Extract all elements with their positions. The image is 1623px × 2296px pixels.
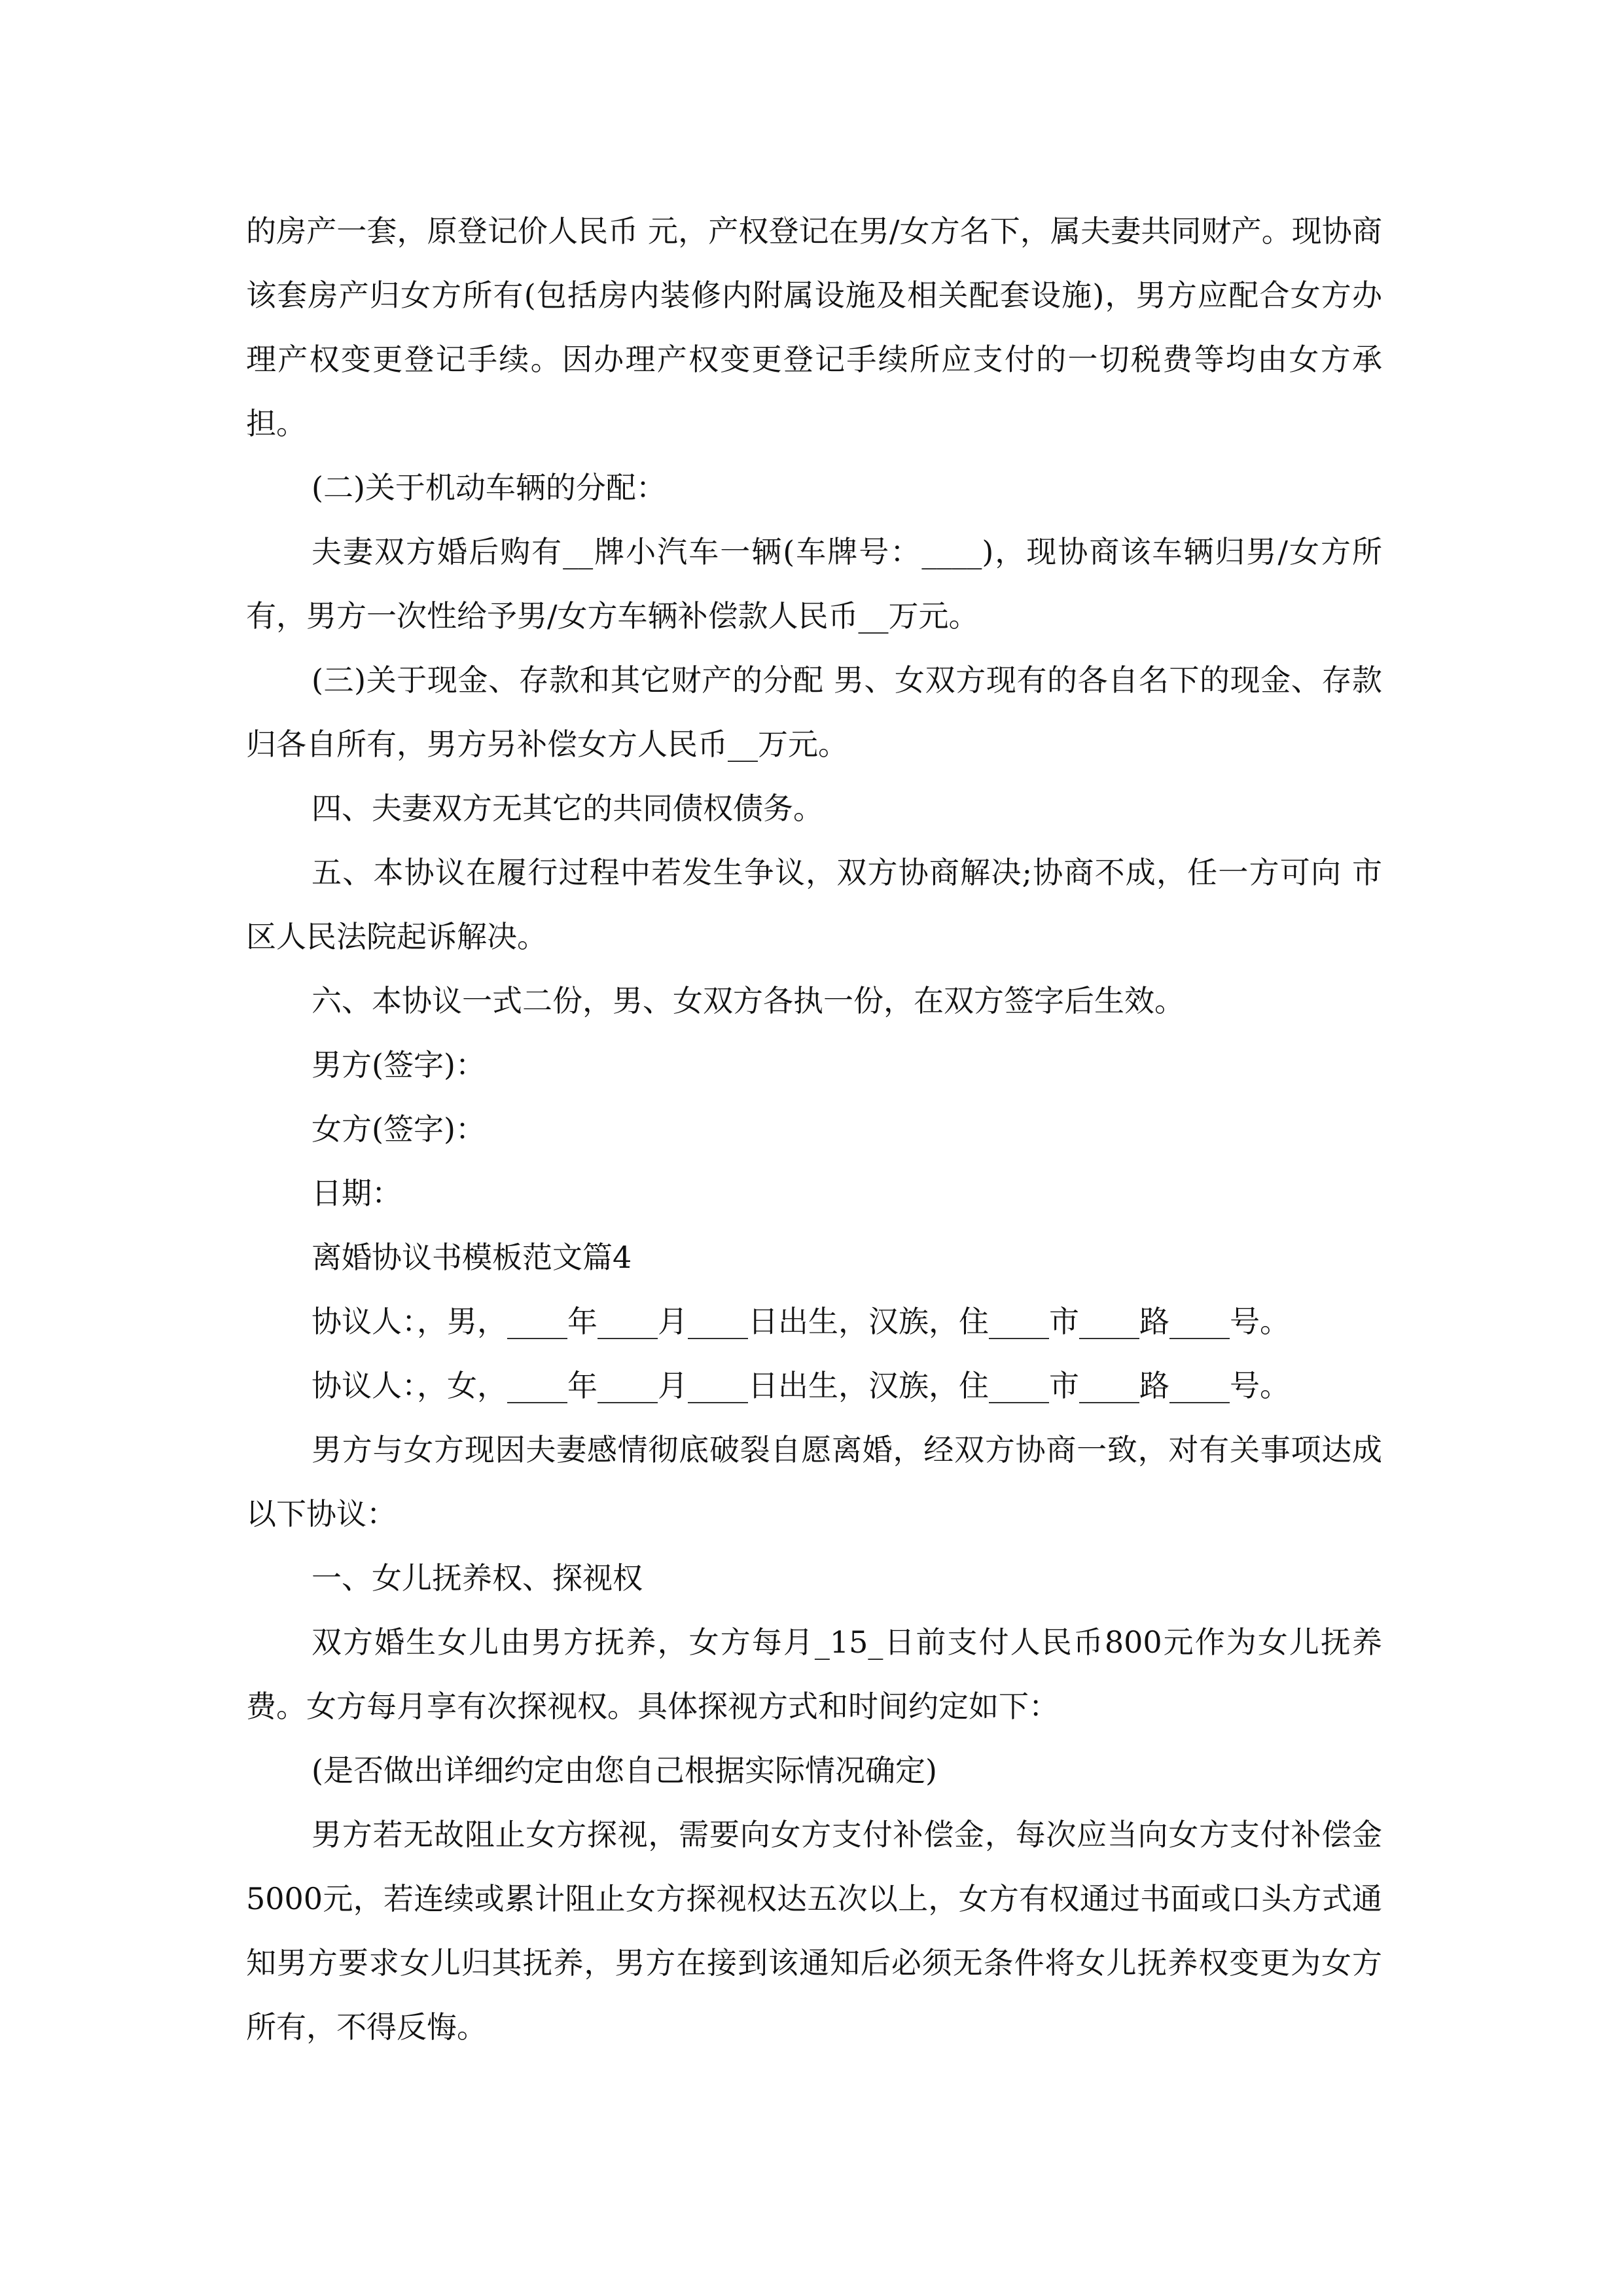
signature-female: 女方(签字)：	[312, 1111, 486, 1147]
paragraph-disputes: 五、本协议在履行过程中若发生争议，双方协商解决;协商不成，任一方可向 市 区人民法院起诉解决。	[246, 855, 1392, 954]
paragraph-vehicle-terms: 夫妻双方婚后购有__牌小汽车一辆(车牌号：____)，现协商该车辆归男/女方所有，男方一次性给予男/女方车辆补偿款人民币__万元。	[246, 534, 1382, 634]
paragraph-custody-note: (是否做出详细约定由您自己根据实际情况确定)	[312, 1753, 937, 1788]
document-body	[246, 199, 1392, 2059]
paragraph-custody-heading: 一、女儿抚养权、探视权	[312, 1560, 643, 1596]
party-female: 协议人：，女，____年____月____日出生，汉族，住____市____路____号。	[312, 1368, 1290, 1403]
signature-date: 日期：	[312, 1175, 402, 1211]
paragraph-preamble: 男方与女方现因夫妻感情彻底破裂自愿离婚，经双方协商一致，对有关事项达成以下协议：	[246, 1432, 1382, 1532]
paragraph-vehicle-heading: (二)关于机动车辆的分配：	[312, 470, 666, 505]
paragraph-visitation-penalty: 男方若无故阻止女方探视，需要向女方支付补偿金，每次应当向女方支付补偿金5000元，若连续或累计阻止女方探视权达五次以上，女方有权通过书面或口头方式通知男方要求女儿归其抚养，男方在接到该通知后必须无条件将女儿抚养权变更为女方所有，不得反悔。	[246, 1817, 1382, 2045]
paragraph-cash-deposits: (三)关于现金、存款和其它财产的分配 男、女双方现有的各自名下的现金、存款归各自所有，男方另补偿女方人民币__万元。	[246, 662, 1382, 762]
paragraph-custody-terms: 双方婚生女儿由男方抚养，女方每月_15_日前支付人民币800元作为女儿抚养费。女方每月享有次探视权。具体探视方式和时间约定如下：	[246, 1624, 1382, 1724]
section-title: 离婚协议书模板范文篇4	[312, 1240, 632, 1275]
paragraph-no-debts: 四、夫妻双方无其它的共同债权债务。	[312, 791, 823, 826]
paragraph-property-house: 的房产一套，原登记价人民币 元，产权登记在男/女方名下，属夫妻共同财产。现协商该套房产归女方所有(包括房内装修内附属设施及相关配套设施)，男方应配合女方办理产权变更登记手续。因办理产权变更登记手续所应支付的一切税费等均由女方承担。	[246, 213, 1382, 441]
paragraph-copies: 六、本协议一式二份，男、女双方各执一份，在双方签字后生效。	[312, 983, 1185, 1018]
party-male: 协议人：，男，____年____月____日出生，汉族，住____市____路____号。	[312, 1304, 1290, 1339]
signature-male: 男方(签字)：	[312, 1047, 486, 1083]
